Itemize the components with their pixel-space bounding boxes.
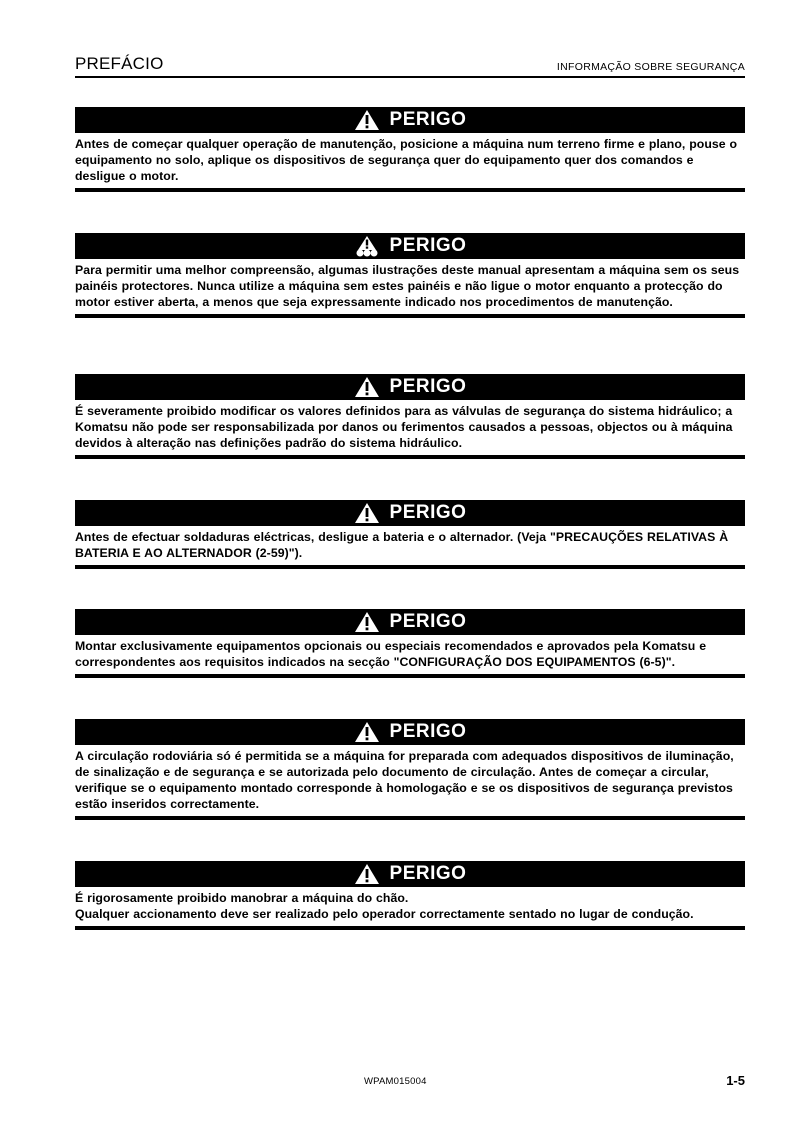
- danger-warning-4: [75, 500, 745, 569]
- danger-text: [75, 745, 745, 812]
- danger-header-bar: [75, 719, 745, 745]
- divider: [75, 455, 745, 459]
- danger-text: [75, 133, 745, 184]
- danger-label: PERIGO: [389, 235, 467, 256]
- danger-paragraph: Qualquer accionamento deve ser realizado pelo operador correctamente sentado no lugar de condução.: [75, 907, 694, 921]
- danger-label: PERIGO: [389, 109, 467, 130]
- danger-text: [75, 526, 745, 561]
- danger-paragraph: É severamente proibido modificar os valores definidos para as válvulas de segurança do sistema hidráulico; a Komatsu não pode ser responsabilizada por danos ou ferimentos causados a pessoas, objectos ou à máquina devidos à alteração nas definições padrão do sistema hidráulico.: [75, 404, 733, 450]
- danger-text: [75, 887, 745, 922]
- divider: [75, 565, 745, 569]
- danger-label: PERIGO: [389, 376, 467, 397]
- danger-text: [75, 400, 745, 451]
- page-title: PREFÁCIO: [75, 54, 164, 73]
- danger-paragraph: Antes de começar qualquer operação de manutenção, posicione a máquina num terreno firme e plano, pouse o equipamento no solo, aplique os dispositivos de segurança quer do equipamento quer dos comandos e desligue o motor.: [75, 137, 738, 183]
- divider: [75, 674, 745, 678]
- danger-label: PERIGO: [389, 611, 467, 632]
- page-number: 1-5: [726, 1073, 745, 1088]
- document-code: WPAM015004: [364, 1076, 427, 1087]
- danger-text: [75, 259, 745, 310]
- warning-triangle-icon: [354, 863, 380, 885]
- danger-text: [75, 635, 745, 670]
- danger-paragraph: Para permitir uma melhor compreensão, algumas ilustrações deste manual apresentam a máquina sem os seus painéis protectores. Nunca utilize a máquina sem estes painéis e não ligue o motor enquanto a protecção do motor estiver aberta, a menos que seja expressamente indicado nos procedimentos de manutenção.: [75, 263, 740, 309]
- danger-warning-1: [75, 107, 745, 192]
- danger-paragraph: É rigorosamente proibido manobrar a máquina do chão.: [75, 891, 409, 905]
- danger-header-bar: [75, 374, 745, 400]
- page-header: [75, 52, 745, 78]
- danger-label: PERIGO: [389, 863, 467, 884]
- warning-triangle-icon: [354, 109, 380, 131]
- danger-header-bar: [75, 233, 745, 259]
- divider: [75, 188, 745, 192]
- danger-header-bar: [75, 107, 745, 133]
- warning-triangle-icon: [354, 611, 380, 633]
- danger-paragraph: A circulação rodoviária só é permitida se a máquina for preparada com adequados dispositivos de iluminação, de sinalização e de segurança e se autorizada pelo documento de circulação. Antes de começar a circular, verifique se o equipamento montado corresponde à homologação e se os dispositivos de segurança previstos estão inseridos correctamente.: [75, 749, 734, 811]
- machinery-hazard-icon: [354, 235, 380, 257]
- danger-warning-5: [75, 609, 745, 678]
- danger-header-bar: [75, 500, 745, 526]
- danger-label: PERIGO: [389, 721, 467, 742]
- danger-header-bar: [75, 861, 745, 887]
- danger-warning-2: [75, 233, 745, 318]
- divider: [75, 314, 745, 318]
- danger-header-bar: [75, 609, 745, 635]
- warning-triangle-icon: [354, 376, 380, 398]
- danger-warning-7: [75, 861, 745, 930]
- danger-warning-3: [75, 374, 745, 459]
- danger-paragraph: Montar exclusivamente equipamentos opcionais ou especiais recomendados e aprovados pela Komatsu e correspondentes aos requisitos indicados na secção "CONFIGURAÇÃO DOS EQUIPAMENTOS (6-5)".: [75, 639, 707, 669]
- divider: [75, 926, 745, 930]
- warning-triangle-icon: [354, 502, 380, 524]
- divider: [75, 816, 745, 820]
- section-title: INFORMAÇÃO SOBRE SEGURANÇA: [556, 61, 745, 73]
- danger-label: PERIGO: [389, 502, 467, 523]
- danger-warning-6: [75, 719, 745, 820]
- warning-triangle-icon: [354, 721, 380, 743]
- danger-paragraph: Antes de efectuar soldaduras eléctricas, desligue a bateria e o alternador. (Veja "PRECAUÇÕES RELATIVAS À BATERIA E AO ALTERNADOR (2-59)").: [75, 530, 729, 560]
